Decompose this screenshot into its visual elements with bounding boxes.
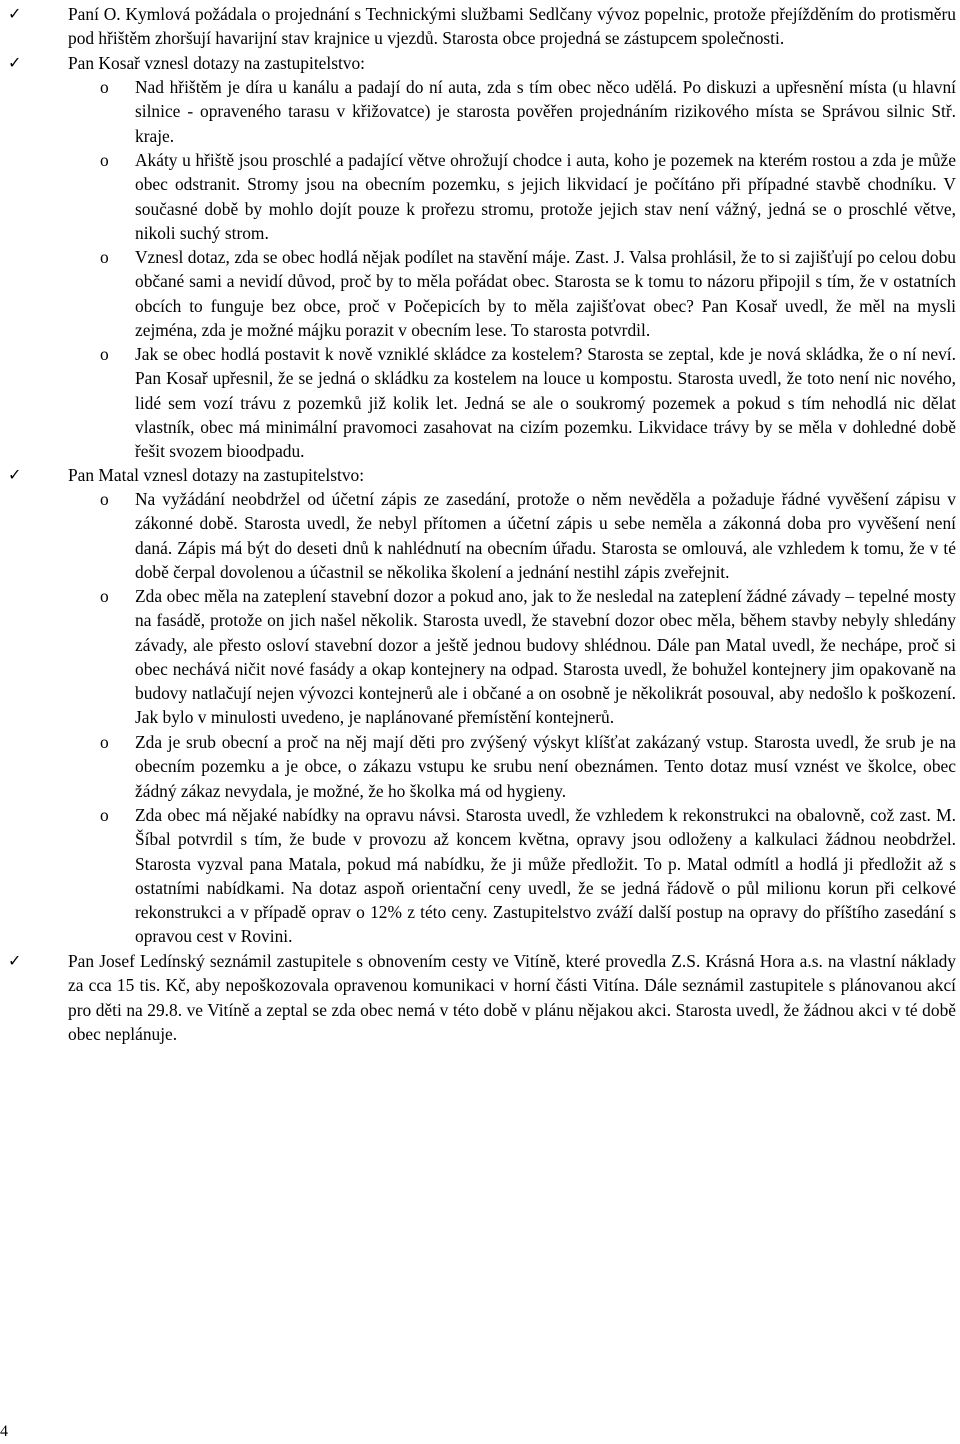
- sub-list-item-text: Akáty u hřiště jsou proschlé a padající větve ohrožují chodce i auta, koho je pozemek na kterém rostou a zda je může obec odstranit. Stromy jsou na obecním pozemku, s jejich likvidací je počítáno při případné stavbě chodníku. V současné době by mohlo dojít pouze k prořezu stromu, protože jejich stav není vážný, jedná se o proschlé větve, nikoli suchý strom.: [135, 150, 956, 243]
- sub-list-item-text: Jak se obec hodlá postavit k nově vzniklé skládce za kostelem? Starosta se zeptal, kde je nová skládka, že o ní neví. Pan Kosař upřesnil, že se jedná o skládku za kostelem na louce u kompostu. Starosta uvedl, že toto není nic nového, lidé sem vozí trávu z pozemků již kolik let. Jedná se ale o soukromý pozemek a pokud s tím nehodlá nic dělat vlastník, obec má minimální pravomoci zasahovat na cizím pozemku. Likvidace trávy by se měla v dohledné době řešit svozem bioodpadu.: [135, 344, 956, 462]
- bullet-icon: o: [100, 732, 109, 752]
- list-item-text: Pan Josef Ledínský seznámil zastupitele s obnovením cesty ve Vitíně, které provedla Z.S. Krásná Hora a.s. na vlastní náklady za cca 15 tis. Kč, aby nepoškozovala opravenou komunikaci v horní části Vitína. Dále seznámil zastupitele s plánovanou akcí pro děti na 29.8. ve Vitíně a zeptal se zda obec nemá v této době v plánu nějakou akci. Starosta uvedl, že žádnou akci v té době obec neplánuje.: [68, 951, 956, 1044]
- check-icon: ✓: [8, 951, 22, 970]
- list-item-text: Pan Matal vznesl dotazy na zastupitelstvo:: [68, 465, 365, 485]
- sub-list-item: [100, 342, 956, 463]
- bullet-icon: o: [100, 247, 109, 267]
- sub-list-item: [100, 245, 956, 342]
- sub-list-item-text: Vznesl dotaz, zda se obec hodlá nějak podílet na stavění máje. Zast. J. Valsa prohlásil, že to si zajišťují po celou dobu občané sami a nevidí důvod, proč by to měla pořádat obec. Starosta se k tomu to názoru připojil s tím, že v ostatních obcích to funguje bez obce, proč v Počepicích by to měla zajišťovat obec? Pan Kosař uvedl, že měl na mysli zejména, zda je možné májku porazit v obecním lese. To starosta potvrdil.: [135, 247, 956, 340]
- sub-list-item: [100, 487, 956, 584]
- bullet-icon: o: [100, 805, 109, 825]
- list-item-text: Pan Kosař vznesl dotazy na zastupitelstvo:: [68, 53, 366, 73]
- list-item: [8, 949, 956, 1046]
- sub-list-item: [100, 803, 956, 949]
- list-item: [8, 51, 956, 75]
- bullet-icon: o: [100, 150, 109, 170]
- sub-list-item-text: Zda je srub obecní a proč na něj mají děti pro zvýšený výskyt klíšťat zakázaný vstup. Starosta uvedl, že srub je na obecním pozemku a je obce, o zákazu vstupu ke srubu není obeznámen. Tento dotaz musí vznést ve školce, obec žádný zákaz nevydala, je možné, že ho školka má od hygieny.: [135, 732, 956, 801]
- sub-list-item-text: Zda obec měla na zateplení stavební dozor a pokud ano, jak to že nesledal na zateplení žádné závady – tepelné mosty na fasádě, protože on jich našel několik. Starosta uvedl, že stavební dozor obec měla, během stavby nebyly shledány závady, ale přesto osloví stavební dozor a ještě jednou budovy shlédnou. Dále pan Matal uvedl, že nechápe, proč si obec nechává ničit nové fasády a okap kontejnery na odpad. Starosta uvedl, že bohužel kontejnery jim opakovaně na budovy natlačují nejen vývozci kontejnerů ale i občané a on osobně je několikrát posouval, aby nedošlo k poškození. Jak bylo v minulosti uvedeno, je naplánované přemístění kontejnerů.: [135, 586, 956, 728]
- sub-list-item-text: Na vyžádání neobdržel od účetní zápis ze zasedání, protože o něm nevěděla a požaduje řádné vyvěšení zápisu v zákonné době. Starosta uvedl, že nebyl přítomen a účetní zápis u sebe neměla a zákonná doba pro vyvěšení není daná. Zápis má být do deseti dnů k nahlédnutí na obecním úřadu. Starosta se omlouvá, ale vzhledem k tomu, že v té době čerpal dovolenou a účastnil se několika školení a jednání nestihl zápis zveřejnit.: [135, 489, 956, 582]
- sub-list-item: [100, 730, 956, 803]
- sub-list-item: [100, 75, 956, 148]
- bullet-icon: o: [100, 586, 109, 606]
- page-number: 4: [0, 1423, 8, 1440]
- check-icon: ✓: [8, 53, 22, 72]
- sub-list-item-text: Nad hřištěm je díra u kanálu a padají do ní auta, zda s tím obec něco udělá. Po diskuzi a upřesnění místa (u hlavní silnice - opraveného tarasu v křižovatce) je starosta pověřen projednáním rizikového místa se Správou silnic Stř. kraje.: [135, 77, 956, 146]
- sub-list-item-text: Zda obec má nějaké nabídky na opravu návsi. Starosta uvedl, že vzhledem k rekonstrukci na obalovně, což zast. M. Šíbal potvrdil s tím, že bude v provozu až koncem května, opravy jsou odloženy a kalkulaci žádnou neobdržel. Starosta vyzval pana Matala, pokud má nabídku, že ji může předložit. To p. Matal odmítl a hodlá ji předložit až s ostatními nabídkami. Na dotaz aspoň orientační ceny uvedl, že se jedná řádově o půl milionu korun při celkové rekonstrukci a v případě oprav o 12% z této ceny. Zastupitelstvo zváží další postup na opravy do příštího zasedání s opravou cest v Rovini.: [135, 805, 956, 947]
- sub-list-item: [100, 148, 956, 245]
- bullet-icon: o: [100, 77, 109, 97]
- check-icon: ✓: [8, 465, 22, 484]
- bullet-icon: o: [100, 489, 109, 509]
- check-icon: ✓: [8, 4, 22, 23]
- list-item-text: Paní O. Kymlová požádala o projednání s Technickými službami Sedlčany vývoz popelnic, protože přejížděním do protisměru pod hřištěm zhoršují havarijní stav krajnice u vjezdů. Starosta obce projedná se zástupcem společnosti.: [68, 4, 956, 49]
- list-item: [8, 2, 956, 51]
- list-item: [8, 463, 956, 487]
- sub-list-item: [100, 584, 956, 730]
- bullet-icon: o: [100, 344, 109, 364]
